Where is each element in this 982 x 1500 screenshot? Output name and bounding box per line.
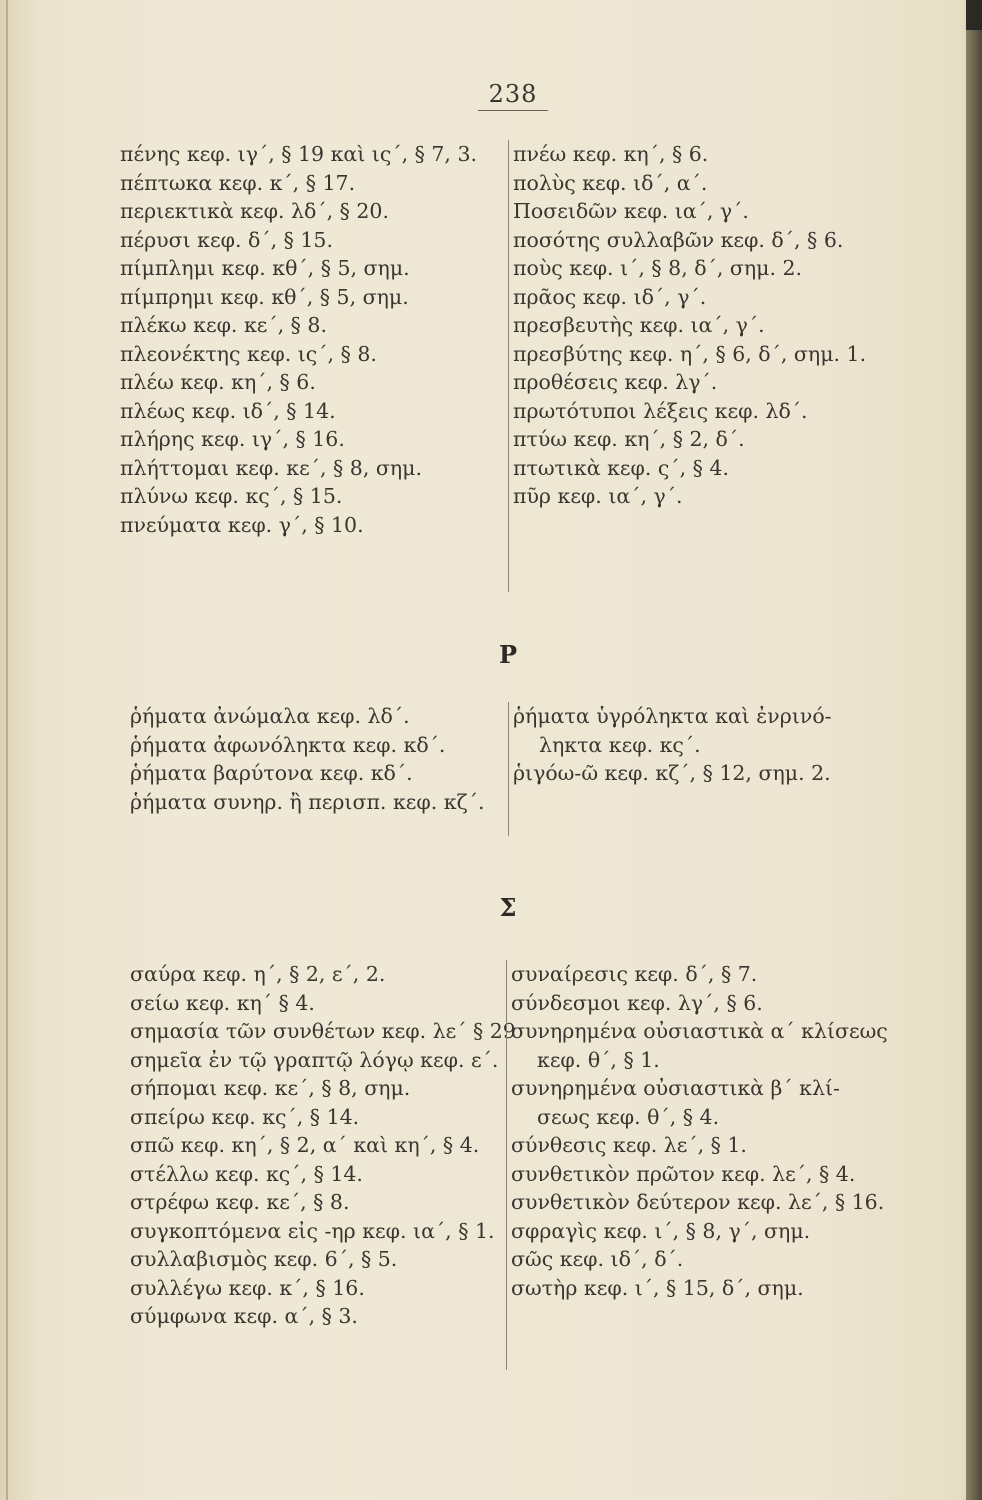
index-entry: πρεσβύτης κεφ. η΄, § 6, δ΄, σημ. 1. — [513, 341, 867, 366]
sigma-left-column — [130, 960, 516, 1331]
index-entry: πέρυσι κεφ. δ΄, § 15. — [120, 227, 333, 252]
corner-tab — [966, 0, 982, 30]
index-entry: πνέω κεφ. κη΄, § 6. — [513, 142, 709, 166]
index-entry: πλήρης κεφ. ιγ΄, § 16. — [120, 427, 345, 451]
index-entry: πτωτικὰ κεφ. ς΄, § 4. — [513, 455, 729, 480]
index-entry: πῦρ κεφ. ια΄, γ΄. — [513, 484, 683, 508]
index-entry: σύμφωνα κεφ. α΄, § 3. — [130, 1304, 358, 1328]
index-entry: πλέως κεφ. ιδ΄, § 14. — [120, 398, 336, 423]
rho-left-column — [130, 702, 484, 816]
index-entry: σαύρα κεφ. η΄, § 2, ε΄, 2. — [130, 962, 386, 986]
index-entry: συλλαβισμὸς κεφ. 6΄, § 5. — [130, 1247, 398, 1271]
book-edge — [966, 0, 982, 1500]
index-entry: συγκοπτόμενα εἰς -ηρ κεφ. ια΄, § 1. — [130, 1218, 495, 1243]
index-entry: συλλέγω κεφ. κ΄, § 16. — [130, 1275, 365, 1300]
index-entry: σύνθεσις κεφ. λε΄, § 1. — [511, 1133, 747, 1157]
index-entry: συνηρημένα οὐσιαστικὰ β΄ κλί- — [511, 1076, 840, 1100]
section-heading-sigma: Σ — [499, 893, 517, 922]
page-gutter-line — [6, 0, 8, 1500]
index-entry: στέλλω κεφ. κς΄, § 14. — [130, 1161, 363, 1186]
index-entry: συνηρημένα οὐσιαστικὰ α΄ κλίσεως — [511, 1019, 888, 1043]
rho-right-column — [508, 702, 832, 836]
index-entry: πέπτωκα κεφ. κ΄, § 17. — [120, 170, 356, 195]
index-entry: σῶς κεφ. ιδ΄, δ΄. — [511, 1247, 684, 1271]
index-entry: συναίρεσις κεφ. δ΄, § 7. — [511, 962, 758, 986]
index-entry: πρᾶος κεφ. ιδ΄, γ΄. — [513, 284, 707, 309]
index-entry: πλεονέκτης κεφ. ις΄, § 8. — [120, 341, 377, 366]
index-entry: σημεῖα ἐν τῷ γραπτῷ λόγῳ κεφ. ε΄. — [130, 1047, 499, 1072]
index-entry: Ποσειδῶν κεφ. ια΄, γ΄. — [513, 199, 749, 223]
index-entry: πίμπρημι κεφ. κθ΄, § 5, σημ. — [120, 284, 409, 309]
index-entry-continuation: σεως κεφ. θ΄, § 4. — [537, 1104, 720, 1129]
index-entry: περιεκτικὰ κεφ. λδ΄, § 20. — [120, 199, 389, 223]
index-entry: πολὺς κεφ. ιδ΄, α΄. — [513, 170, 708, 195]
index-entry: σφραγὶς κεφ. ι΄, § 8, γ΄, σημ. — [511, 1218, 811, 1243]
index-entry: πλέκω κεφ. κε΄, § 8. — [120, 313, 327, 337]
index-entry: πρεσβευτὴς κεφ. ια΄, γ΄. — [513, 313, 765, 337]
index-entry: ῥήματα βαρύτονα κεφ. κδ΄. — [130, 761, 413, 785]
index-entry-continuation: κεφ. θ΄, § 1. — [537, 1047, 660, 1072]
index-entry: σύνδεσμοι κεφ. λγ΄, § 6. — [511, 990, 763, 1015]
sigma-right-column — [506, 960, 888, 1370]
page-number: 238 — [478, 80, 548, 111]
index-entry: προθέσεις κεφ. λγ΄. — [513, 370, 718, 394]
index-entry: ῥιγόω-ῶ κεφ. κζ΄, § 12, σημ. 2. — [513, 761, 831, 785]
index-entry: σπῶ κεφ. κη΄, § 2, α΄ καὶ κη΄, § 4. — [130, 1133, 480, 1157]
index-entry: πένης κεφ. ιγ΄, § 19 καὶ ις΄, § 7, 3. — [120, 142, 478, 166]
index-entry: συνθετικὸν πρῶτον κεφ. λε΄, § 4. — [511, 1161, 856, 1186]
index-entry: πίμπλημι κεφ. κθ΄, § 5, σημ. — [120, 256, 410, 280]
index-entry: ποὺς κεφ. ι΄, § 8, δ΄, σημ. 2. — [513, 256, 803, 280]
index-entry: πλήττομαι κεφ. κε΄, § 8, σημ. — [120, 455, 422, 480]
index-entry: ῥήματα ἀνώμαλα κεφ. λδ΄. — [130, 704, 410, 728]
index-entry-continuation: ληκτα κεφ. κς΄. — [539, 732, 701, 757]
index-entry: πλέω κεφ. κη΄, § 6. — [120, 370, 316, 394]
index-entry: ῥήματα ὑγρόληκτα καὶ ἐνρινό- — [513, 704, 832, 728]
index-entry: ῥήματα συνηρ. ἢ περισπ. κεφ. κζ΄. — [130, 789, 485, 814]
index-entry: στρέφω κεφ. κε΄, § 8. — [130, 1190, 350, 1214]
index-entry: σήπομαι κεφ. κε΄, § 8, σημ. — [130, 1076, 411, 1100]
index-entry: σείω κεφ. κη΄ § 4. — [130, 990, 315, 1015]
index-entry: πλύνω κεφ. κς΄, § 15. — [120, 484, 343, 508]
index-entry: συνθετικὸν δεύτερον κεφ. λε΄, § 16. — [511, 1190, 885, 1214]
index-entry: σημασία τῶν συνθέτων κεφ. λε΄ § 29 — [130, 1019, 516, 1043]
index-entry: ποσότης συλλαβῶν κεφ. δ΄, § 6. — [513, 227, 844, 252]
index-entry: πρωτότυποι λέξεις κεφ. λδ΄. — [513, 398, 808, 423]
section-heading-rho: Ρ — [498, 640, 518, 669]
index-entry: ῥήματα ἀφωνόληκτα κεφ. κδ΄. — [130, 732, 446, 757]
pi-left-column — [120, 140, 477, 539]
pi-right-column — [508, 140, 866, 592]
index-entry: πνεύματα κεφ. γ΄, § 10. — [120, 512, 364, 537]
index-entry: σωτὴρ κεφ. ι΄, § 15, δ΄, σημ. — [511, 1275, 804, 1300]
index-entry: πτύω κεφ. κη΄, § 2, δ΄. — [513, 427, 745, 451]
index-entry: σπείρω κεφ. κς΄, § 14. — [130, 1104, 360, 1129]
